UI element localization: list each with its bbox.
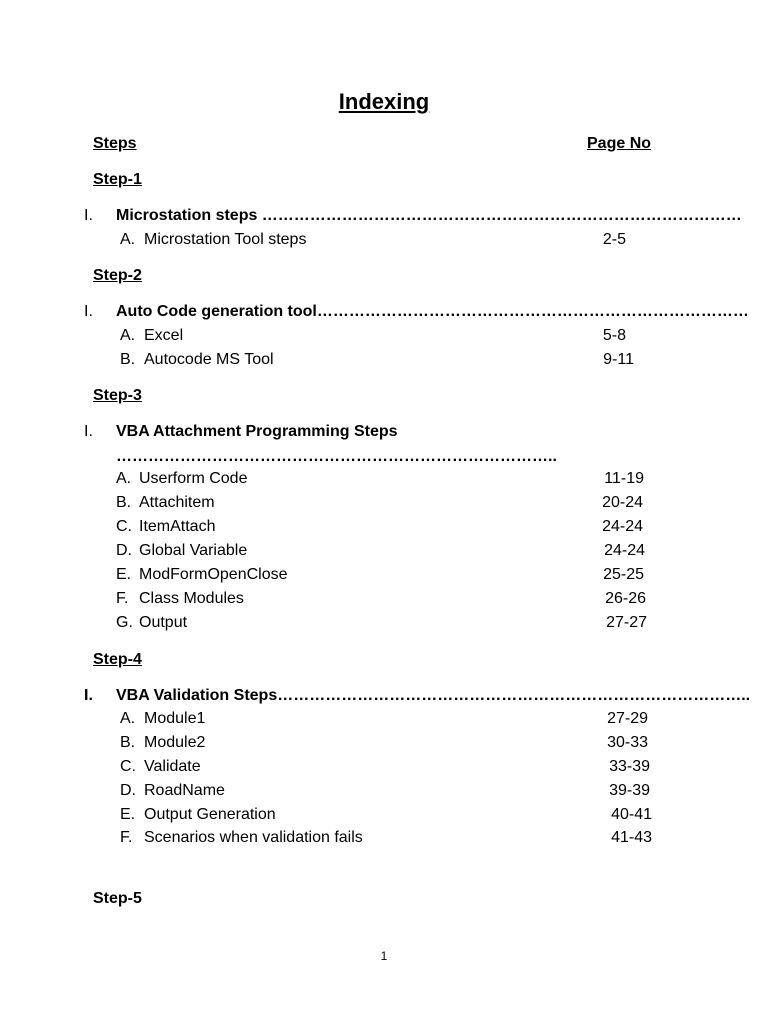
list-item-label: Attachitem [139, 494, 215, 511]
list-item-letter: E. [116, 566, 132, 583]
list-item-pages: 39-39 [609, 782, 650, 799]
list-item-pages: 33-39 [609, 758, 650, 775]
page-title: Indexing [338, 89, 430, 114]
list-item-pages: 20-24 [602, 494, 643, 511]
page-no-column-header: Page No [587, 135, 652, 152]
step-2-heading: Step-2 [93, 267, 142, 284]
list-item-label: RoadName [144, 782, 225, 799]
steps-column-header: Steps [93, 135, 137, 152]
list-item-pages: 2-5 [602, 231, 626, 248]
list-item-letter: B. [120, 351, 136, 368]
step-3-roman-numeral: I. [84, 423, 93, 440]
list-item-label: Global Variable [139, 542, 248, 559]
list-item-pages: 24-24 [604, 542, 645, 559]
list-item-pages: 24-24 [602, 518, 643, 535]
step-2-section-title: Auto Code generation tool……………………………………………………………………… [116, 303, 749, 320]
list-item-letter: D. [116, 542, 132, 559]
list-item-pages: 30-33 [607, 734, 648, 751]
step-1-roman-numeral: I. [84, 207, 93, 224]
list-item-label: Validate [144, 758, 201, 775]
step-2-roman-numeral: I. [84, 303, 93, 320]
step-5-heading: Step-5 [93, 890, 142, 907]
list-item-letter: F. [120, 829, 133, 846]
step-1-section-title: Microstation steps ……………………………………………………………………………… [116, 207, 742, 224]
step-4-roman-numeral: I. [84, 687, 93, 704]
list-item-letter: A. [120, 327, 136, 344]
step-4-section-title: VBA Validation Steps…………………………………………………………………………….. [116, 687, 751, 704]
page-number: 1 [380, 949, 388, 963]
list-item-pages: 5-8 [602, 327, 626, 344]
list-item-label: Scenarios when validation fails [144, 829, 363, 846]
list-item-letter: A. [120, 710, 136, 727]
list-item-letter: D. [120, 782, 136, 799]
list-item-letter: A. [116, 470, 132, 487]
list-item-letter: B. [120, 734, 136, 751]
list-item-label: Class Modules [139, 590, 244, 607]
step-3-heading: Step-3 [93, 387, 142, 404]
list-item-label: Excel [144, 327, 184, 344]
list-item-label: ItemAttach [139, 518, 216, 535]
list-item-pages: 26-26 [605, 590, 646, 607]
step-3-section-title: VBA Attachment Programming Steps [116, 423, 398, 440]
list-item-pages: 11-19 [604, 470, 644, 487]
list-item-letter: A. [120, 231, 136, 248]
list-item-letter: C. [120, 758, 136, 775]
list-item-label: Autocode MS Tool [144, 351, 274, 368]
list-item-label: ModFormOpenClose [139, 566, 288, 583]
step-4-heading: Step-4 [93, 651, 142, 668]
list-item-label: Output Generation [144, 806, 276, 823]
list-item-letter: C. [116, 518, 132, 535]
list-item-pages: 27-27 [606, 614, 647, 631]
list-item-pages: 40-41 [611, 806, 652, 823]
list-item-pages: 25-25 [603, 566, 644, 583]
step-3-section-leader-dots: ……………………………………………………………………….. [116, 448, 557, 465]
list-item-label: Microstation Tool steps [144, 231, 307, 248]
step-1-heading: Step-1 [93, 171, 142, 188]
list-item-label: Module2 [144, 734, 206, 751]
list-item-letter: F. [116, 590, 129, 607]
list-item-pages: 27-29 [607, 710, 648, 727]
list-item-pages: 41-43 [611, 829, 652, 846]
list-item-label: Output [139, 614, 188, 631]
list-item-label: Userform Code [139, 470, 248, 487]
list-item-letter: G. [116, 614, 133, 631]
list-item-label: Module1 [144, 710, 206, 727]
list-item-letter: E. [120, 806, 136, 823]
list-item-pages: 9-11 [603, 351, 634, 368]
list-item-letter: B. [116, 494, 132, 511]
